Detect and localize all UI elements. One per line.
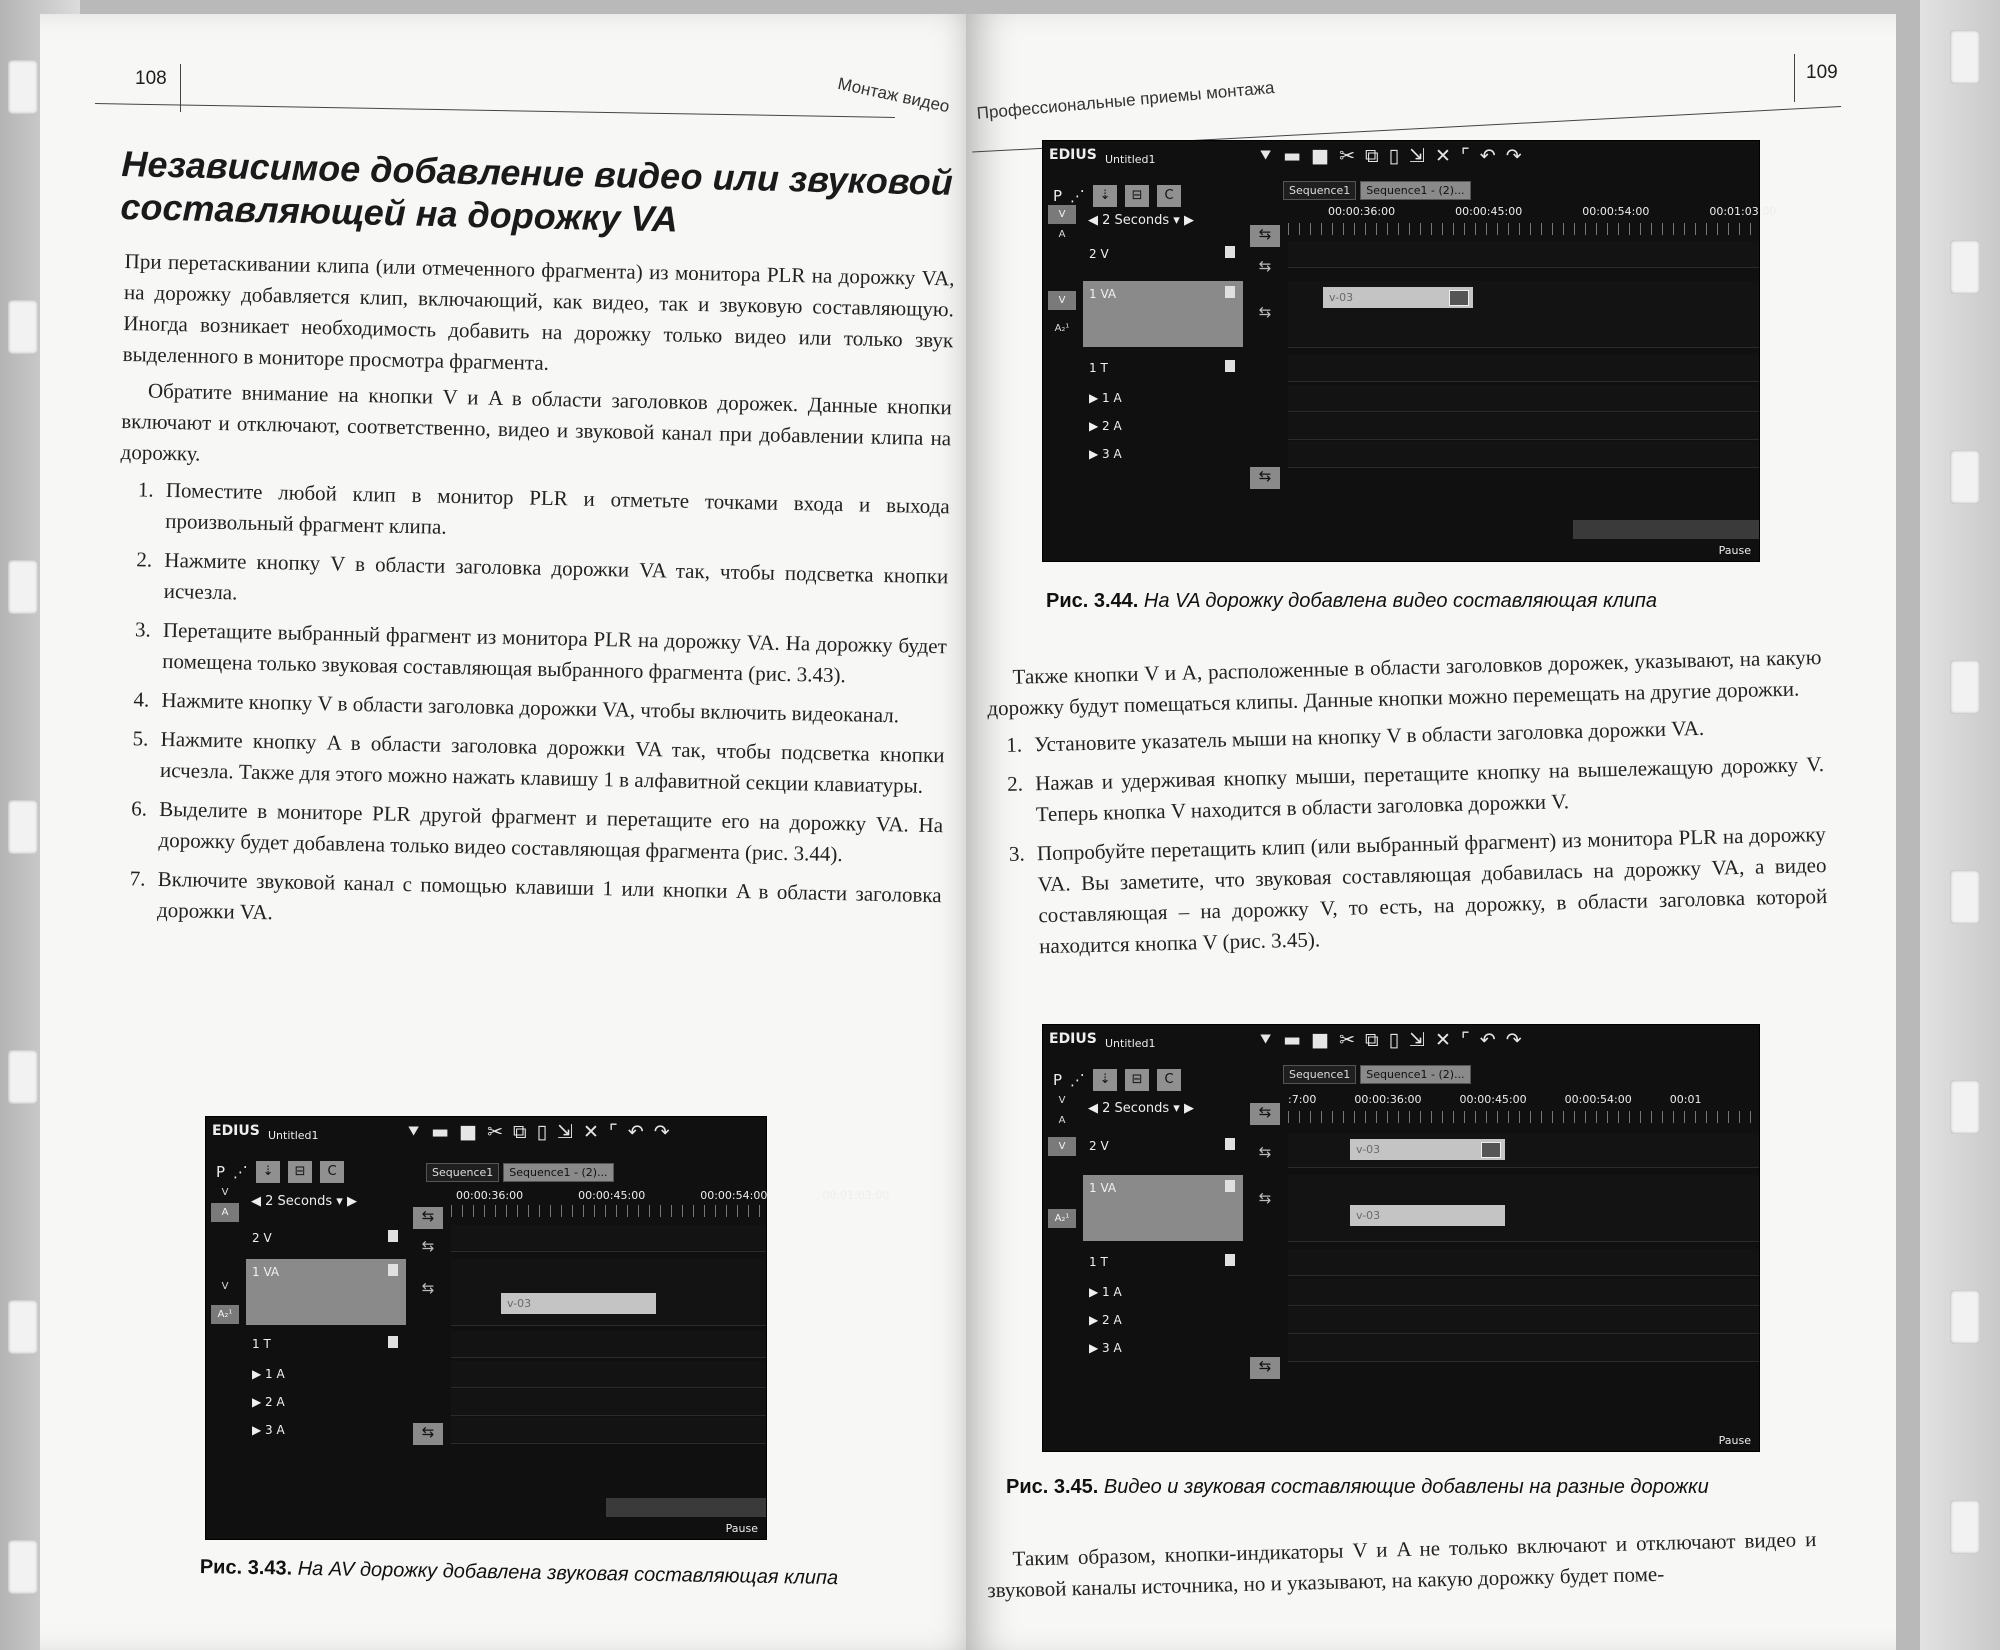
- paragraph: Обратите внимание на кнопки V и A в области заголовков дорожек. Данные кнопки включают и отключают, соответственно, видео и звуковой канал при добавлении клипа на дорожку.: [120, 378, 953, 466]
- link-icon[interactable]: ⋰: [1070, 1071, 1086, 1089]
- open-project-icon[interactable]: ▬: [431, 1121, 450, 1143]
- clip-audio[interactable]: v-03: [1350, 1205, 1505, 1226]
- edius-logo: EDIUS: [212, 1123, 260, 1139]
- new-sequence-icon[interactable]: ⯆: [406, 1121, 422, 1143]
- track-header-1t[interactable]: 1 T: [246, 1331, 406, 1359]
- track-sync-toggle[interactable]: ⇆: [1258, 257, 1272, 275]
- track-tools: [1053, 1069, 1181, 1091]
- paste-icon[interactable]: ▯: [1388, 1029, 1400, 1051]
- header-divider: [1794, 54, 1795, 102]
- copy-icon[interactable]: ⧉: [1365, 1029, 1379, 1051]
- sync-icon[interactable]: ⇣: [1093, 1069, 1117, 1091]
- delete-icon[interactable]: ✕: [1435, 145, 1451, 167]
- sprocket-hole: [8, 60, 38, 114]
- list-item: 4. Нажмите кнопку V в области заголовка дорожки VA, чтобы включить видеоканал.: [133, 687, 900, 728]
- track-lane[interactable]: [1288, 441, 1759, 468]
- copy-icon[interactable]: ⧉: [513, 1121, 527, 1143]
- track-header-1t[interactable]: 1 T: [1083, 355, 1243, 383]
- playback-status: Pause: [1718, 544, 1751, 557]
- track-lane[interactable]: [451, 1225, 766, 1252]
- list-item: 5. Нажмите кнопку A в области заголовка дорожки VA так, чтобы подсветка кнопки исчезла. Также для этого можно нажать клавишу 1 в алфавитной секции клавиатуры.: [132, 726, 945, 798]
- sprocket-hole: [1950, 450, 1980, 504]
- sequence-tabs: [1283, 181, 1471, 200]
- sequence-tabs: [1283, 1065, 1471, 1084]
- delete-icon[interactable]: ✕: [583, 1121, 599, 1143]
- project-title: Untitled1: [1105, 153, 1156, 166]
- ripple-icon[interactable]: C: [1157, 1069, 1181, 1091]
- open-project-icon[interactable]: ▬: [1283, 1029, 1302, 1051]
- timecode: 00:00:45:00: [1455, 205, 1523, 218]
- sync-icon[interactable]: ⇣: [256, 1161, 280, 1183]
- list-item: 2. Нажмите кнопку V в области заголовка дорожки VA так, чтобы подсветка кнопки исчезла.: [136, 547, 949, 605]
- tab-sequence1[interactable]: Sequence1: [1283, 181, 1356, 200]
- figure-caption-3-43: Рис. 3.43. На AV дорожку добавлена звуковая составляющая клипа: [199, 1556, 839, 1590]
- sprocket-hole: [8, 1050, 38, 1104]
- sprocket-hole: [1950, 870, 1980, 924]
- source-a-button[interactable]: A: [1058, 229, 1066, 240]
- steps-list: [111, 474, 950, 942]
- save-project-icon[interactable]: ■: [459, 1121, 478, 1143]
- sprocket-hole: [8, 560, 38, 614]
- time-ruler[interactable]: [451, 1205, 766, 1217]
- list-item: 2. Нажав и удерживая кнопку мыши, перетащите кнопку на вышележащую дорожку V. Теперь кнопка V находится в области заголовка дорожки V.: [1006, 751, 1825, 827]
- preset-button[interactable]: P: [1053, 1071, 1063, 1089]
- timecode: 00:01:03:00: [822, 1189, 890, 1202]
- sync-lock-toggle[interactable]: ⇆: [1250, 225, 1280, 247]
- track-lane[interactable]: [1288, 355, 1759, 382]
- sync-lock-toggle[interactable]: ⇆: [413, 1207, 443, 1229]
- list-item: 3. Попробуйте перетащить клип (или выбранный фрагмент) из монитора PLR на дорожку VA. Вы заметите, что звуковая составляющая добавилась на дорожку VA, а видео составляющая – на дорожку V, то есть, на дорожку, в области заголовка которой находится кнопка V (рис. 3.45).: [1008, 821, 1828, 959]
- list-item: 3. Перетащите выбранный фрагмент из монитора PLR на дорожку VA. На дорожку будет помещена только звуковая составляющая выбранного фрагмента (рис. 3.43).: [134, 617, 948, 688]
- edius-screenshot-fig-3-45: [1042, 1024, 1760, 1452]
- track-header-3a[interactable]: ▶ 3 A: [252, 1423, 285, 1437]
- track-header-1va[interactable]: 1 VA: [1083, 1175, 1243, 1241]
- left-page: [40, 14, 985, 1650]
- track-lane[interactable]: [1288, 413, 1759, 440]
- zoom-selector[interactable]: ◀ 2 Seconds ▾ ▶: [1088, 1101, 1194, 1116]
- track-header-3a[interactable]: ▶ 3 A: [1089, 447, 1122, 461]
- track-lane[interactable]: [451, 1417, 766, 1444]
- timecode: 00:00:45:00: [1459, 1093, 1527, 1106]
- sprocket-hole: [8, 1540, 38, 1594]
- list-item: 6. Выделите в мониторе PLR другой фрагмент и перетащите его на дорожку VA. На дорожку будет добавлена только видео составляющая фрагмента (рис. 3.44).: [130, 796, 944, 867]
- right-body-text: [986, 642, 1828, 971]
- track-header-2a[interactable]: ▶ 2 A: [1089, 1313, 1122, 1327]
- new-sequence-icon[interactable]: ⯆: [1258, 145, 1274, 167]
- toolbar: [1258, 1029, 1522, 1051]
- ripple-icon[interactable]: C: [1157, 185, 1181, 207]
- playback-status: Pause: [725, 1522, 758, 1535]
- steps-list: [988, 710, 1828, 963]
- timecode: 00:00:36:00: [456, 1189, 524, 1202]
- paste-icon[interactable]: ▯: [1388, 145, 1400, 167]
- new-sequence-icon[interactable]: ⯆: [1258, 1029, 1274, 1051]
- sprocket-hole: [1950, 1500, 1980, 1554]
- track-lane[interactable]: [1288, 1175, 1759, 1242]
- track-lane[interactable]: [451, 1361, 766, 1388]
- sprocket-hole: [1950, 1080, 1980, 1134]
- copy-icon[interactable]: ⧉: [1365, 145, 1379, 167]
- track-lane[interactable]: [1288, 1133, 1759, 1168]
- tab-sequence1-2[interactable]: Sequence1 - (2)...: [1360, 181, 1470, 200]
- track-sync-toggle[interactable]: ⇆: [421, 1237, 435, 1255]
- zoom-selector[interactable]: ◀ 2 Seconds ▾ ▶: [1088, 213, 1194, 228]
- source-a-button[interactable]: A: [211, 1203, 239, 1222]
- track-header-2a[interactable]: ▶ 2 A: [252, 1395, 285, 1409]
- track-sync-toggle[interactable]: ⇆: [413, 1423, 443, 1445]
- toolbar: [406, 1121, 670, 1143]
- track-sync-toggle[interactable]: ⇆: [421, 1279, 435, 1297]
- list-item: 7. Включите звуковой канал с помощью клавиши 1 или кнопки A в области заголовка дорожки VA.: [129, 866, 942, 925]
- project-title: Untitled1: [1105, 1037, 1156, 1050]
- cut-icon[interactable]: ✂: [1339, 1029, 1356, 1051]
- track-header-1va[interactable]: 1 VA: [246, 1259, 406, 1325]
- track-header-1a[interactable]: ▶ 1 A: [1089, 1285, 1122, 1299]
- track-header-2v[interactable]: 2 V: [1083, 241, 1243, 275]
- figure-caption-3-45: Рис. 3.45. Видео и звуковая составляющие добавлены на разные дорожки: [1006, 1476, 1709, 1498]
- track-lane[interactable]: [451, 1259, 766, 1326]
- list-item: 1. Поместите любой клип в монитор PLR и отметьте точками входа и выхода произвольный фрагмент клипа.: [137, 477, 950, 539]
- track-header-1va[interactable]: 1 VA: [1083, 281, 1243, 347]
- track-lane[interactable]: [1288, 1307, 1759, 1334]
- paragraph: Таким образом, кнопки-индикаторы V и A не только включают и отключают видео и звуковой каналы источника, но и указывают, на какую дорожку будет поме-: [987, 1526, 1817, 1603]
- edius-logo: EDIUS: [1049, 1031, 1097, 1047]
- track-sync-toggle[interactable]: ⇆: [1258, 303, 1272, 321]
- running-head: Профессиональные приемы монтажа: [976, 77, 1276, 123]
- tab-sequence1-2[interactable]: Sequence1 - (2)...: [1360, 1065, 1470, 1084]
- source-v-button[interactable]: V: [1048, 205, 1076, 224]
- cut-icon[interactable]: ✂: [487, 1121, 504, 1143]
- track-lane[interactable]: [1288, 1249, 1759, 1276]
- a-channel-button[interactable]: A₂¹: [211, 1305, 239, 1324]
- track-lane[interactable]: [1288, 241, 1759, 268]
- left-body-text: [111, 246, 955, 950]
- tab-sequence1-2[interactable]: Sequence1 - (2)...: [503, 1163, 613, 1182]
- group-icon[interactable]: ⊟: [1125, 185, 1149, 207]
- undo-icon[interactable]: ↶: [1479, 145, 1496, 167]
- redo-icon[interactable]: ↷: [1505, 1029, 1522, 1051]
- project-title: Untitled1: [268, 1129, 319, 1142]
- page-number: 109: [1806, 62, 1838, 83]
- edius-screenshot-fig-3-43: [205, 1116, 890, 1540]
- tab-sequence1[interactable]: Sequence1: [426, 1163, 499, 1182]
- sprocket-hole: [8, 1300, 38, 1354]
- zoom-selector[interactable]: ◀ 2 Seconds ▾ ▶: [251, 1194, 357, 1209]
- edius-screenshot-fig-3-44: [1042, 140, 1777, 562]
- track-header-3a[interactable]: ▶ 3 A: [1089, 1341, 1122, 1355]
- time-ruler[interactable]: [1288, 1111, 1759, 1123]
- track-tools: [1053, 185, 1181, 207]
- insert-mode-icon[interactable]: ⇲: [1409, 145, 1425, 167]
- insert-mode-icon[interactable]: ⇲: [1409, 1029, 1425, 1051]
- add-marker-icon[interactable]: ⌜: [1460, 1029, 1470, 1051]
- page-number: 108: [135, 68, 167, 89]
- timecode: 00:00:54:00: [1582, 205, 1650, 218]
- header-rule: [95, 103, 895, 118]
- right-final-text: [986, 1524, 1817, 1611]
- paste-icon[interactable]: ▯: [536, 1121, 548, 1143]
- track-sync-toggle[interactable]: ⇆: [1258, 1143, 1272, 1161]
- horizontal-scrollbar[interactable]: [606, 1498, 766, 1517]
- source-v-button[interactable]: V: [221, 1187, 229, 1198]
- list-item: 1. Установите указатель мыши на кнопку V в области заголовка дорожки VA.: [1005, 715, 1705, 757]
- track-sync-toggle[interactable]: ⇆: [1258, 1189, 1272, 1207]
- source-v-button[interactable]: V: [1058, 1095, 1066, 1106]
- link-icon[interactable]: ⋰: [233, 1163, 249, 1181]
- a-channel-button[interactable]: A₂¹: [1054, 323, 1070, 334]
- horizontal-scrollbar[interactable]: [1573, 520, 1759, 539]
- sync-lock-toggle[interactable]: ⇆: [1250, 1103, 1280, 1125]
- preset-button[interactable]: P: [216, 1163, 226, 1181]
- track-header-2a[interactable]: ▶ 2 A: [1089, 419, 1122, 433]
- timecode: 00:00:54:00: [700, 1189, 768, 1202]
- timecode: 00:00:54:00: [1564, 1093, 1632, 1106]
- edius-logo: EDIUS: [1049, 147, 1097, 163]
- v-channel-button[interactable]: V: [221, 1281, 229, 1292]
- undo-icon[interactable]: ↶: [627, 1121, 644, 1143]
- timecode-ruler: [1328, 205, 1776, 218]
- save-project-icon[interactable]: ■: [1311, 145, 1330, 167]
- sprocket-hole: [1950, 1290, 1980, 1344]
- track-header-1a[interactable]: ▶ 1 A: [1089, 391, 1122, 405]
- add-marker-icon[interactable]: ⌜: [1460, 145, 1470, 167]
- track-lane[interactable]: [1288, 1335, 1759, 1362]
- timecode: 00:01: [1669, 1093, 1702, 1106]
- track-lane[interactable]: [1288, 281, 1759, 348]
- v-channel-button[interactable]: V: [1048, 291, 1076, 310]
- timecode: :7:00: [1288, 1093, 1317, 1106]
- timecode-ruler: [456, 1189, 889, 1202]
- open-project-icon[interactable]: ▬: [1283, 145, 1302, 167]
- redo-icon[interactable]: ↷: [1505, 145, 1522, 167]
- running-head: Монтаж видео: [836, 74, 952, 117]
- playback-status: Pause: [1718, 1434, 1751, 1447]
- film-strip-right: [1920, 0, 2000, 1650]
- track-tools: [216, 1161, 344, 1183]
- track-lane[interactable]: [451, 1389, 766, 1416]
- redo-icon[interactable]: ↷: [653, 1121, 670, 1143]
- sprocket-hole: [8, 300, 38, 354]
- sprocket-hole: [1950, 240, 1980, 294]
- track-header-2v[interactable]: 2 V: [1083, 1133, 1243, 1167]
- cut-icon[interactable]: ✂: [1339, 145, 1356, 167]
- link-icon[interactable]: ⋰: [1070, 187, 1086, 205]
- paragraph: Также кнопки V и A, расположенные в области заголовков дорожек, указывают, на какую дорожку будут помещаться клипы. Данные кнопки можно перемещать на другие дорожки.: [987, 644, 1822, 721]
- a-channel-button[interactable]: A₂¹: [1048, 1209, 1076, 1228]
- track-lane[interactable]: [451, 1331, 766, 1358]
- timecode: 00:00:36:00: [1354, 1093, 1422, 1106]
- tab-sequence1[interactable]: Sequence1: [1283, 1065, 1356, 1084]
- track-header-1t[interactable]: 1 T: [1083, 1249, 1243, 1277]
- timecode-ruler: [1288, 1093, 1701, 1106]
- sync-icon[interactable]: ⇣: [1093, 185, 1117, 207]
- figure-caption-3-44: Рис. 3.44. На VA дорожку добавлена видео составляющая клипа: [1046, 590, 1658, 612]
- delete-icon[interactable]: ✕: [1435, 1029, 1451, 1051]
- track-header-1a[interactable]: ▶ 1 A: [252, 1367, 285, 1381]
- insert-mode-icon[interactable]: ⇲: [557, 1121, 573, 1143]
- track-header-2v[interactable]: 2 V: [246, 1225, 406, 1255]
- time-ruler[interactable]: [1288, 223, 1759, 235]
- clip-video[interactable]: v-03: [1350, 1139, 1505, 1160]
- toolbar: [1258, 145, 1522, 167]
- group-icon[interactable]: ⊟: [288, 1161, 312, 1183]
- sprocket-hole: [1950, 30, 1980, 84]
- add-marker-icon[interactable]: ⌜: [608, 1121, 618, 1143]
- track-sync-toggle[interactable]: ⇆: [1250, 467, 1280, 489]
- preset-button[interactable]: P: [1053, 187, 1063, 205]
- clip-video[interactable]: v-03: [1323, 287, 1473, 308]
- section-heading: Независимое добавление видео или звуковой составляющей на дорожку VA: [120, 142, 954, 240]
- clip-audio[interactable]: v-03: [501, 1293, 656, 1314]
- right-page: [966, 14, 1896, 1650]
- sprocket-hole: [8, 800, 38, 854]
- undo-icon[interactable]: ↶: [1479, 1029, 1496, 1051]
- track-lane[interactable]: [1288, 1279, 1759, 1306]
- paragraph: При перетаскивании клипа (или отмеченного фрагмента) из монитора PLR на дорожку VA, на дорожку добавляется клип, включающий, как видео, так и звуковую составляющую. Иногда возникает необходимость добавить на дорожку только видео или только звук выделенного в мониторе просмотра фрагмента.: [122, 248, 955, 375]
- timecode: 00:01:03:00: [1709, 205, 1777, 218]
- group-icon[interactable]: ⊟: [1125, 1069, 1149, 1091]
- sprocket-hole: [1950, 660, 1980, 714]
- track-sync-toggle[interactable]: ⇆: [1250, 1357, 1280, 1379]
- sequence-tabs: [426, 1163, 614, 1182]
- v-channel-button[interactable]: V: [1048, 1137, 1076, 1156]
- save-project-icon[interactable]: ■: [1311, 1029, 1330, 1051]
- timecode: 00:00:45:00: [578, 1189, 646, 1202]
- ripple-icon[interactable]: C: [320, 1161, 344, 1183]
- track-lane[interactable]: [1288, 385, 1759, 412]
- timecode: 00:00:36:00: [1328, 205, 1396, 218]
- source-a-button[interactable]: A: [1058, 1115, 1066, 1126]
